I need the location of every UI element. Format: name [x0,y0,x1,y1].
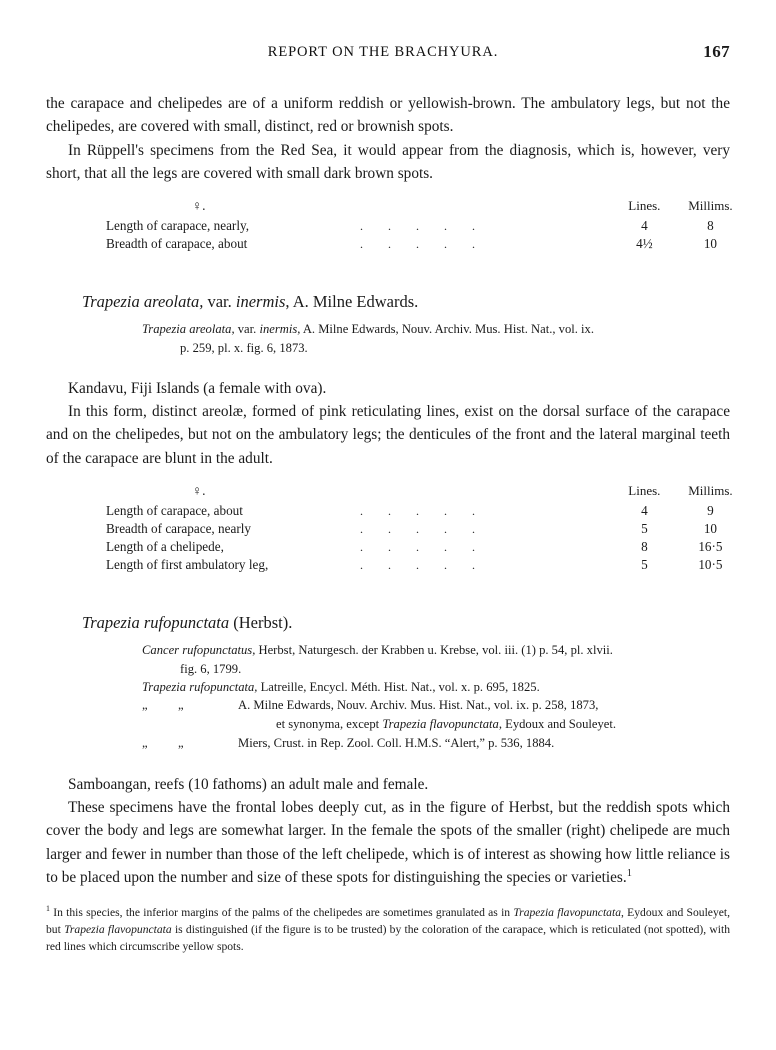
row-label: Length of a chelipede, [106,538,224,554]
leader-dots: . . . . . [359,237,486,251]
row-millims: 10 [703,520,718,536]
species-variety: inermis [235,292,286,311]
paragraph-locality-kandavu: Kandavu, Fiji Islands (a female with ova). [68,379,327,397]
table-row [106,217,746,235]
citation-trapezia-latreille [46,678,730,696]
row-label: Breadth of carapace, nearly [106,520,251,536]
paragraph-text: These specimens have the frontal lobes deeply cut, as in the figure of Herbst, but the reddish spots which cover the body and legs are somewhat larger. In the female the spots of the smaller (right) chelipede are much larger and fewer in number than those of the left chelipede, which is of interest as showing how little reliance is to be placed upon the number and size of these spots for distinguishing the species or varieties. [46,799,730,886]
row-millims: 10·5 [698,556,723,572]
species-name: Trapezia rufopunctata [82,612,230,632]
citation-milne-edwards [46,696,730,715]
running-head: REPORT ON THE BRACHYURA. [267,44,499,60]
citation-areolata-cont: p. 259, pl. x. fig. 6, 1873. [180,340,308,355]
citation-variety: inermis [259,322,298,337]
row-label: Length of first ambulatory leg, [106,556,269,572]
table-row [106,502,746,520]
citation-genus-species: Trapezia rufopunctata, [142,679,258,694]
paragraph-description-rufopunctata [46,796,730,889]
row-millims: 9 [707,502,714,518]
citation-text-end: , Eydoux and Souleyet. [498,717,617,732]
table-row [106,538,746,556]
leader-dots: . . . . . [359,503,486,518]
citation-milne-edwards-cont [46,715,730,734]
footnote-text-2: , Eydoux and Souleyet, but [46,906,731,936]
leader-dots: . . . . . [359,557,486,572]
table-row [106,197,746,217]
footnote-species-2: Trapezia flavopunctata [64,922,172,936]
row-label: Length of carapace, about [106,502,243,518]
citation-reference: A. Milne Edwards, Nouv. Archiv. Mus. Hist. Nat., vol. ix. p. 258, 1873, [238,698,599,713]
row-millims: 10 [703,236,718,251]
table-row [106,482,746,502]
species-heading-rufopunctata [46,612,730,633]
species-name: Trapezia areolata, [82,292,204,311]
citation-genus-species: Cancer rufopunctatus, [142,643,256,658]
row-lines: 5 [641,556,648,572]
footnote-text-1: In this species, the inferior margins of the palms of the chelipedes are sometimes granulated as in [49,906,514,919]
species-var-label: var. [207,292,232,311]
footnote-reference: 1 [626,867,632,879]
leader-dots: . . . . . [359,219,486,233]
citation-reference: Latreille, Encycl. Méth. Hist. Nat., vol. x. p. 695, 1825. [257,679,540,694]
table-2 [106,482,746,574]
table-row [106,520,746,538]
row-lines: 8 [641,538,648,554]
row-lines: 4 [641,218,648,233]
paragraph-ruppell: In Rüppell's specimens from the Red Sea, it would appear from the diagnosis, which is, however, very short, that all the legs are covered with small dark brown spots. [46,141,730,182]
footnote-species-1: Trapezia flavopunctata [513,906,621,919]
row-label: Breadth of carapace, about [106,236,248,251]
row-lines: 4 [641,502,648,518]
species-author: , A. Milne Edwards. [285,292,419,311]
ditto-mark: „ [142,735,148,750]
leader-dots: . . . . . [359,521,486,536]
ditto-mark: „ [142,698,148,713]
footnote-text-3: is distinguished (if the figure is to be trusted) by the coloration of the carapace, which is reticulated (not spotted), with red lines which circumscribe yellow spots. [46,922,731,953]
citation-excluded-species: Trapezia flavopunctata [382,717,499,732]
citation-reference: Miers, Crust. in Rep. Zool. Coll. H.M.S. “Alert,” p. 536, 1884. [238,735,555,750]
citation-cancer-rufopunctatus [46,641,730,659]
citation-cancer-rufopunctatus-cont: fig. 6, 1799. [180,661,242,676]
citation-miers [46,734,730,753]
citation-reference: Herbst, Naturgesch. der Krabben u. Krebse, vol. iii. (1) p. 54, pl. xlvii. [255,643,613,658]
row-lines: 4½ [636,236,653,251]
citation-text: et synonyma, except [276,717,383,732]
table-row [106,556,746,574]
female-symbol: ♀. [192,198,206,213]
page-header [46,44,730,74]
ditto-mark: „ [178,735,184,750]
row-millims: 8 [707,218,714,233]
footnote [46,903,730,955]
row-lines: 5 [641,520,648,536]
measurements-table-1 [46,197,733,253]
column-header-millims: Millims. [688,198,733,213]
citation-genus-species: Trapezia areolata, [142,322,235,337]
table-1 [106,197,746,253]
female-symbol: ♀. [192,482,206,498]
paragraph-locality-samboangan: Samboangan, reefs (10 fathoms) an adult male and female. [68,775,429,793]
species-author: (Herbst). [229,612,293,632]
paragraph-description-areolata: In this form, distinct areolæ, formed of pink reticulating lines, exist on the dorsal surface of the carapace and on the chelipedes, but not on the ambulatory legs; the denticules of the front and the lateral marginal teeth of the carapace are blunt in the adult. [46,403,730,467]
column-header-lines: Lines. [628,198,661,213]
citation-var: var. [234,322,260,337]
citation-areolata [46,320,730,338]
table-row [106,235,746,253]
leader-dots: . . . . . [359,539,486,554]
citation-reference: , A. Milne Edwards, Nouv. Archiv. Mus. Hist. Nat., vol. ix. [297,322,594,337]
column-header-millims: Millims. [688,482,733,498]
ditto-mark: „ [178,698,184,713]
row-label: Length of carapace, nearly, [106,218,250,233]
paragraph-continued: the carapace and chelipedes are of a uniform reddish or yellowish-brown. The ambulatory legs, but not the chelipedes, are covered with small, distinct, red or brownish spots. [46,95,730,136]
species-heading-areolata [46,291,730,312]
page-number: 167 [703,42,730,61]
measurements-table-2 [46,482,733,574]
column-header-lines: Lines. [628,482,661,498]
footnote-marker: 1 [46,904,50,914]
row-millims: 16·5 [698,538,723,554]
